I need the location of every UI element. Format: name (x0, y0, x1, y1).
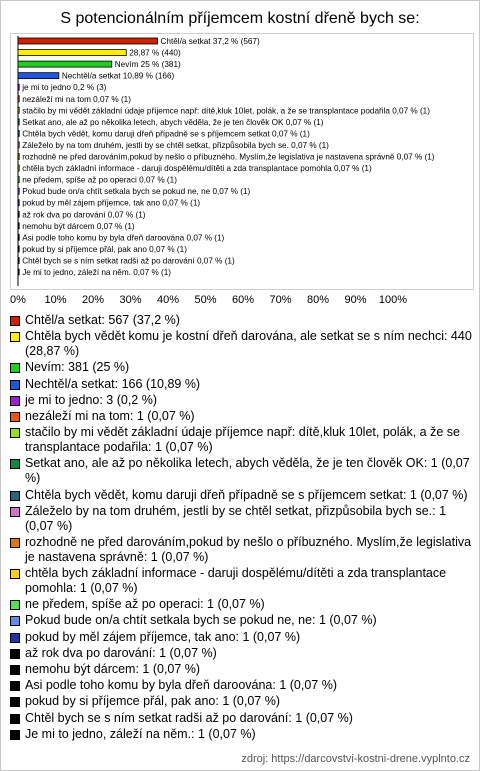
bar-label: chtěla bych základní informace - daruji dospělému/dítěti a zda transplantace pomohla 0,07 % (1) (22, 164, 372, 174)
legend-swatch (10, 665, 20, 675)
legend-label: Chtěl/a setkat: 567 (37,2 %) (25, 313, 180, 327)
legend-swatch (10, 649, 20, 659)
legend-label: ne předem, spíše až po operaci: 1 (0,07 %) (25, 597, 265, 612)
bar (18, 246, 19, 252)
bar-label: 28,87 % (440) (129, 48, 181, 58)
legend-item (10, 597, 472, 612)
bar (18, 119, 19, 125)
x-tick-label: 70% (269, 294, 292, 306)
bar (18, 269, 19, 275)
legend-item (10, 456, 472, 486)
legend-item (10, 630, 472, 645)
bar (18, 84, 19, 90)
legend-item (10, 727, 472, 742)
bar (18, 211, 19, 217)
bar (18, 38, 158, 44)
legend-label: Nechtěl/a setkat: 166 (10,89 %) (25, 376, 201, 391)
bar-label: nezáleží mi na tom 0,07 % (1) (22, 94, 131, 104)
bar-label: Asi podle toho komu by byla dřeň daroována 0,07 % (1) (22, 233, 225, 243)
legend-label: rozhodně ne před darováním,pokud by nešlo o příbuzného. Myslím,že legislativa je nastavena správně: 1 (0,07 %) (25, 534, 472, 564)
bar-label: stačilo by mi vědět základní údaje příjemce např: dítě,kluk 10let, polák, a že se transplantace podařila 0,07 % (1) (22, 106, 430, 116)
x-tick-label: 50% (194, 294, 217, 306)
bar-label: Chtěla bych vědět, komu daruji dřeň případně se s příjemcem setkat 0,07 % (1) (22, 129, 310, 139)
x-tick-label: 90% (344, 294, 367, 306)
legend-swatch (10, 428, 20, 438)
legend-label: Asi podle toho komu by byla dřeň daroována: 1 (0,07 %) (25, 678, 337, 693)
bar-label: je mi to jedno 0,2 % (3) (22, 83, 107, 93)
chart-title: S potencionálním příjemcem kostní dřeně bych se: (60, 10, 420, 27)
x-tick-label: 100% (378, 294, 408, 306)
x-tick-label: 60% (231, 294, 255, 306)
bar-label: Nevím 25 % (381) (114, 60, 181, 70)
legend-label: je mi to jedno: 3 (0,2 %) (25, 392, 158, 407)
bar (18, 130, 19, 136)
legend-label: nezáleží mi na tom: 1 (0,07 %) (25, 408, 195, 423)
bar-label: rozhodně ne před darováním,pokud by nešlo o příbuzného. Myslím,že legislativa je nastavena správně 0,07 % (1) (22, 152, 435, 162)
legend-item (10, 711, 472, 726)
legend-swatch (10, 697, 20, 707)
bar-label: pokud by měl zájem příjemce, tak ano 0,07 % (1) (22, 198, 201, 208)
x-tick-label: 80% (306, 294, 330, 306)
bar (18, 177, 19, 183)
legend-swatch (10, 412, 20, 422)
legend-item (10, 646, 472, 661)
legend-swatch (10, 714, 20, 724)
legend-item (10, 504, 472, 534)
bar (18, 96, 19, 102)
legend-item (10, 329, 472, 359)
legend-label: chtěla bych základní informace - daruji dospělému/dítěti a zda transplantace pomohla: 1 (0,07 %) (25, 566, 447, 596)
x-tick-label: 20% (81, 294, 105, 306)
legend-label: Setkat ano, ale až po několika letech, abych věděla, že je ten člověk OK: 1 (0,07 %) (25, 456, 470, 486)
legend-swatch (10, 491, 20, 501)
legend-swatch (10, 730, 20, 740)
legend-item (10, 377, 472, 392)
bar (18, 73, 59, 79)
bar (18, 223, 19, 229)
legend-swatch (10, 507, 20, 517)
legend-swatch (10, 569, 20, 579)
legend-label: Chtěl bych se s ním setkat radši až po darování: 1 (0,07 %) (25, 710, 353, 725)
bar (18, 257, 19, 263)
legend-swatch (10, 538, 20, 548)
legend-label: Pokud bude on/a chtít setkala bych se pokud ne, ne: 1 (0,07 %) (25, 613, 377, 628)
bar-label: Pokud bude on/a chtít setkala bych se pokud ne, ne 0,07 % (1) (22, 187, 251, 197)
bar (18, 154, 19, 160)
bar-label: pokud by si příjemce přál, pak ano 0,07 % (1) (22, 244, 187, 254)
legend-label: Záleželo by na tom druhém, jestli by se chtěl setkat, přizpůsobila bych se.: 1 (0,07 %) (25, 503, 447, 533)
legend (10, 313, 472, 743)
legend-item (10, 662, 472, 677)
x-tick-label: 0% (10, 294, 26, 306)
bar (18, 142, 19, 148)
bar (18, 234, 19, 240)
bar-label: Záleželo by na tom druhém, jestli by se chtěl setkat, přizpůsobila bych se. 0,07 % (1) (22, 140, 329, 150)
legend-swatch (10, 600, 20, 610)
x-tick-label: 40% (156, 294, 180, 306)
legend-item (10, 694, 472, 709)
legend-swatch (10, 380, 20, 390)
legend-swatch (10, 316, 20, 326)
bar-label: až rok dva po darování 0,07 % (1) (22, 210, 146, 220)
bar (18, 188, 19, 194)
bar-label: Je mi to jedno, záleží na něm. 0,07 % (1) (22, 268, 172, 277)
legend-swatch (10, 681, 20, 691)
legend-item (10, 360, 472, 375)
x-tick-label: 10% (44, 294, 67, 306)
legend-item (10, 613, 472, 628)
bar-label: nemohu být dárcem 0,07 % (1) (22, 221, 135, 231)
legend-label: Chtěla bych vědět komu je kostní dřeň darována, ale setkat se s ním nechci: 440 (28,87 %) (25, 329, 472, 359)
bar (18, 107, 19, 113)
legend-label: Chtěla bych vědět, komu daruji dřeň případně se s příjemcem setkat: 1 (0,07 %) (25, 487, 468, 502)
legend-label: stačilo by mi vědět základní údaje příjemce např: dítě,kluk 10let, polák, a že se transplantace podařila: 1 (0,07 %) (25, 425, 460, 455)
legend-label: pokud by měl zájem příjemce, tak ano: 1 (0,07 %) (25, 629, 301, 644)
legend-label: pokud by si příjemce přál, pak ano: 1 (0,07 %) (25, 694, 280, 709)
legend-label: Nevím: 381 (25 %) (25, 360, 130, 375)
legend-item (10, 566, 472, 596)
bar (18, 61, 112, 67)
legend-swatch (10, 396, 20, 406)
bar (18, 200, 19, 206)
legend-item (10, 313, 472, 328)
legend-swatch (10, 459, 20, 469)
legend-item (10, 409, 472, 424)
legend-swatch (10, 363, 20, 373)
legend-item (10, 393, 472, 408)
legend-item (10, 488, 472, 503)
legend-label: nemohu být dárcem: 1 (0,07 %) (25, 662, 201, 676)
bar-label: Chtěl bych se s ním setkat radši až po darování 0,07 % (1) (22, 256, 235, 266)
legend-swatch (10, 332, 20, 342)
legend-item (10, 535, 472, 565)
bar (18, 50, 126, 56)
legend-label: až rok dva po darování: 1 (0,07 %) (25, 645, 217, 660)
legend-swatch (10, 616, 20, 626)
bar-label: ne předem, spíše až po operaci 0,07 % (1) (22, 175, 177, 185)
bar-chart (0, 33, 480, 308)
bar-label: Nechtěl/a setkat 10,89 % (166) (61, 71, 175, 81)
x-tick-label: 30% (119, 294, 142, 306)
source-credit: zdroj: https://darcovstvi-kostni-drene.vyplnto.cz (241, 753, 470, 765)
bar (18, 165, 19, 171)
legend-item (10, 678, 472, 693)
legend-label: Je mi to jedno, záleží na něm.: 1 (0,07 %) (25, 726, 256, 741)
legend-swatch (10, 633, 20, 643)
legend-item (10, 425, 472, 455)
bar-label: Chtěl/a setkat 37,2 % (567) (160, 37, 260, 46)
bar-label: Setkat ano, ale až po několika letech, abych věděla, že je ten člověk OK 0,07 % (1) (22, 117, 324, 127)
